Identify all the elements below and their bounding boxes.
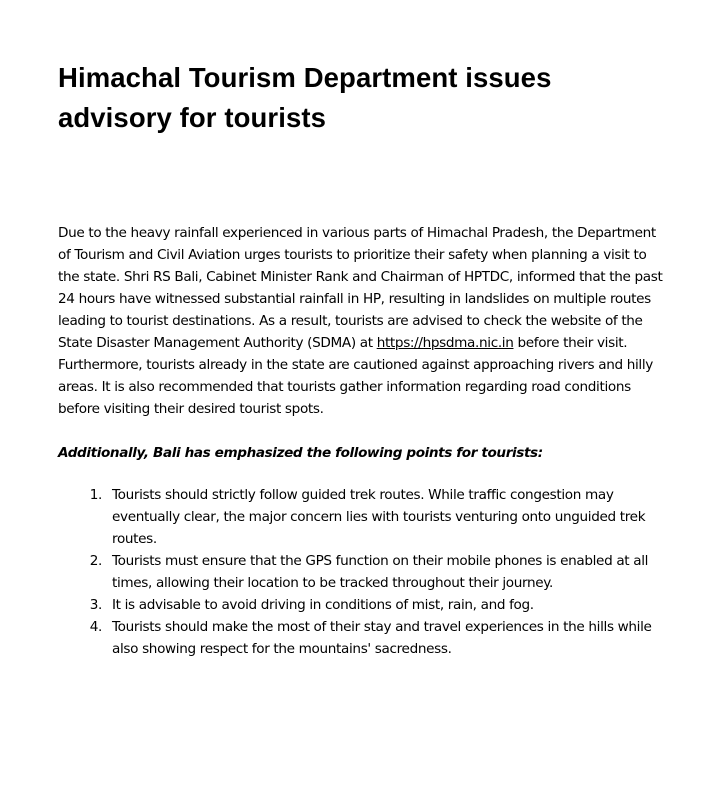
intro-text-after-link: before their visit. Furthermore, tourists already in the state are cautioned against approaching rivers and hilly areas. It is also recommended that tourists gather information regarding road conditions before visiting their desired tourist spots. bbox=[58, 335, 653, 417]
article-title: Himachal Tourism Department issues advisory for tourists bbox=[58, 62, 552, 133]
list-item: 1. Tourists should strictly follow guided trek routes. While traffic congestion may eventually clear, the major concern lies with tourists venturing onto unguided trek routes. bbox=[106, 484, 663, 550]
sdma-website-link[interactable]: https://hpsdma.nic.in bbox=[376, 335, 514, 351]
emphasis-heading: Additionally, Bali has emphasized the following points for tourists: bbox=[58, 445, 543, 461]
advisory-points-list bbox=[58, 484, 663, 660]
list-item: 2. Tourists must ensure that the GPS function on their mobile phones is enabled at all times, allowing their location to be tracked throughout their journey. bbox=[106, 550, 663, 594]
list-item: 3. It is advisable to avoid driving in conditions of mist, rain, and fog. bbox=[106, 594, 663, 616]
intro-text-before-link: Due to the heavy rainfall experienced in various parts of Himachal Pradesh, the Department of Tourism and Civil Aviation urges tourists to prioritize their safety when planning a visit to the state. Shri RS Bali, Cabinet Minister Rank and Chairman of HPTDC, informed that the past 24 hours have witnessed substantial rainfall in HP, resulting in landslides on multiple routes leading to tourist destinations. As a result, tourists are advised to check the website of the State Disaster Management Authority (SDMA) at bbox=[58, 225, 663, 351]
list-item: 4. Tourists should make the most of their stay and travel experiences in the hills while also showing respect for the mountains' sacredness. bbox=[106, 616, 663, 660]
intro-paragraph bbox=[58, 222, 663, 420]
document-page bbox=[58, 58, 663, 660]
